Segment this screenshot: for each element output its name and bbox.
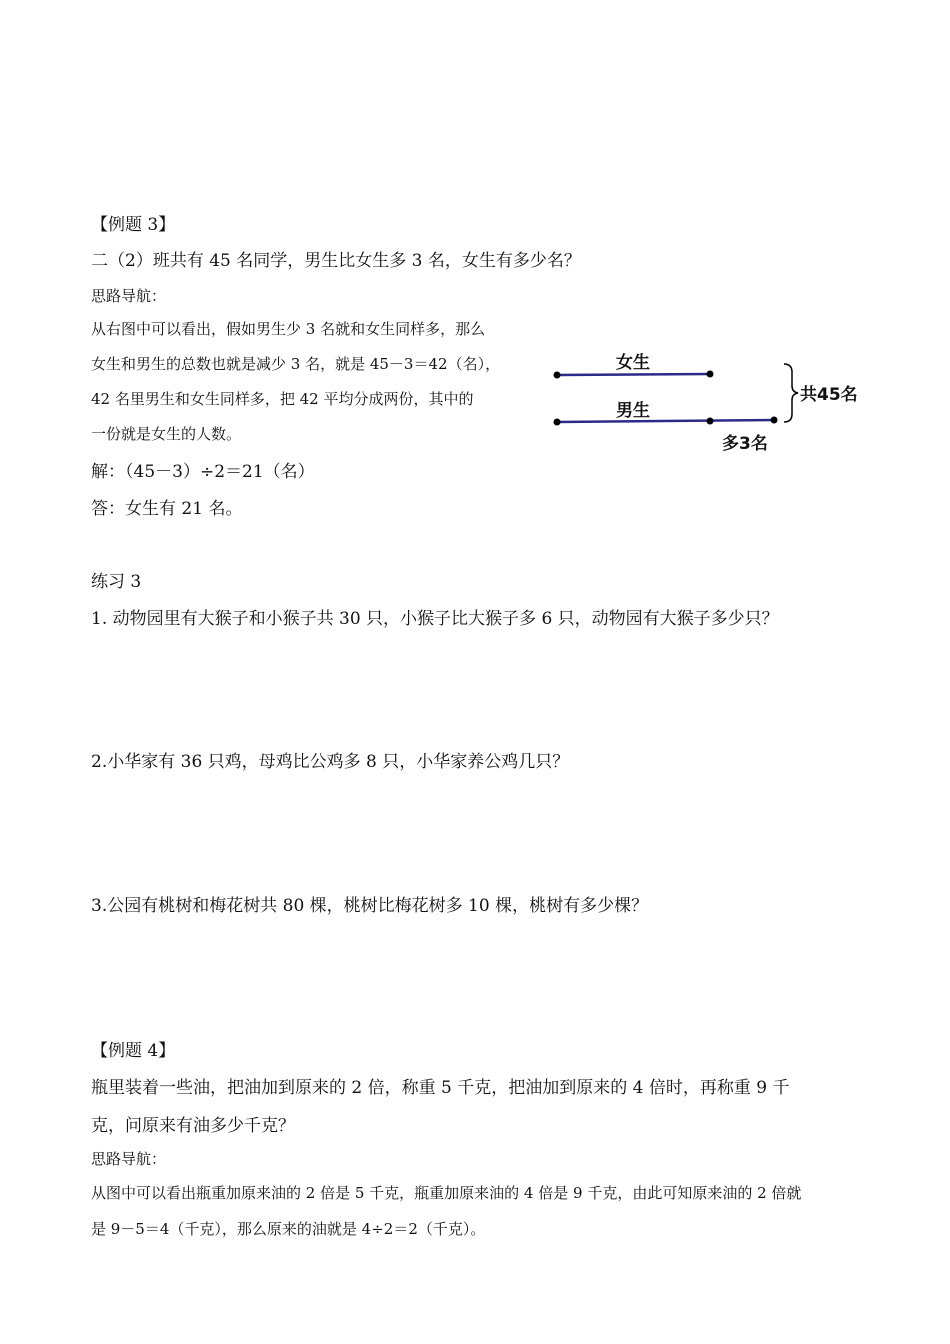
boys-mid-dot [707,418,714,425]
example3-hint-line: 42 名里男生和女生同样多，把 42 平均分成两份，其中的 [91,390,474,408]
example4-heading: 【例题 4】 [91,1041,176,1061]
example4-question-line: 瓶里装着一些油，把油加到原来的 2 倍，称重 5 千克，把油加到原来的 4 倍时，再称重 9 千 [91,1078,790,1098]
example4-hint-line: 从图中可以看出瓶重加原来油的 2 倍是 5 千克，瓶重加原来油的 4 倍是 9 千克，由此可知原来油的 2 倍就 [91,1184,802,1202]
example3-hint-label: 思路导航： [91,287,167,305]
practice3-heading: 练习 3 [91,572,142,592]
practice3-item: 2.小华家有 36 只鸡，母鸡比公鸡多 8 只，小华家养公鸡几只？ [91,752,570,772]
example3-solution: 解：（45－3）÷2＝21（名） [91,462,315,482]
example4-hint-line: 是 9－5＝4（千克），那么原来的油就是 4÷2＝2（千克）。 [91,1220,486,1238]
total-brace [784,364,798,422]
boys-end-dot [771,417,778,424]
extra-label: 多3名 [722,434,768,454]
girls-start-dot [554,372,561,379]
boys-label: 男生 [616,401,650,421]
example4-hint-label: 思路导航： [91,1150,167,1168]
practice3-item: 3.公园有桃树和梅花树共 80 棵，桃树比梅花树多 10 棵，桃树有多少棵？ [91,896,649,916]
example3-question: 二（2）班共有 45 名同学，男生比女生多 3 名，女生有多少名？ [91,251,581,271]
girls-end-dot [707,371,714,378]
segment-diagram [540,340,870,460]
boys-start-dot [554,419,561,426]
example3-heading: 【例题 3】 [91,215,176,235]
example3-answer: 答：女生有 21 名。 [91,499,243,519]
total-label: 共45名 [800,385,858,405]
example3-hint-line: 一份就是女生的人数。 [91,425,242,443]
example3-hint-line: 女生和男生的总数也就是减少 3 名，就是 45－3＝42（名）， [91,355,501,373]
girls-label: 女生 [616,353,650,373]
girls-segment [557,374,710,375]
boys-segment [557,420,774,422]
practice3-item: 1. 动物园里有大猴子和小猴子共 30 只，小猴子比大猴子多 6 只，动物园有大猴子多少只？ [91,609,779,629]
example3-hint-line: 从右图中可以看出，假如男生少 3 名就和女生同样多，那么 [91,320,486,338]
example4-question-line: 克，问原来有油多少千克？ [91,1116,295,1136]
